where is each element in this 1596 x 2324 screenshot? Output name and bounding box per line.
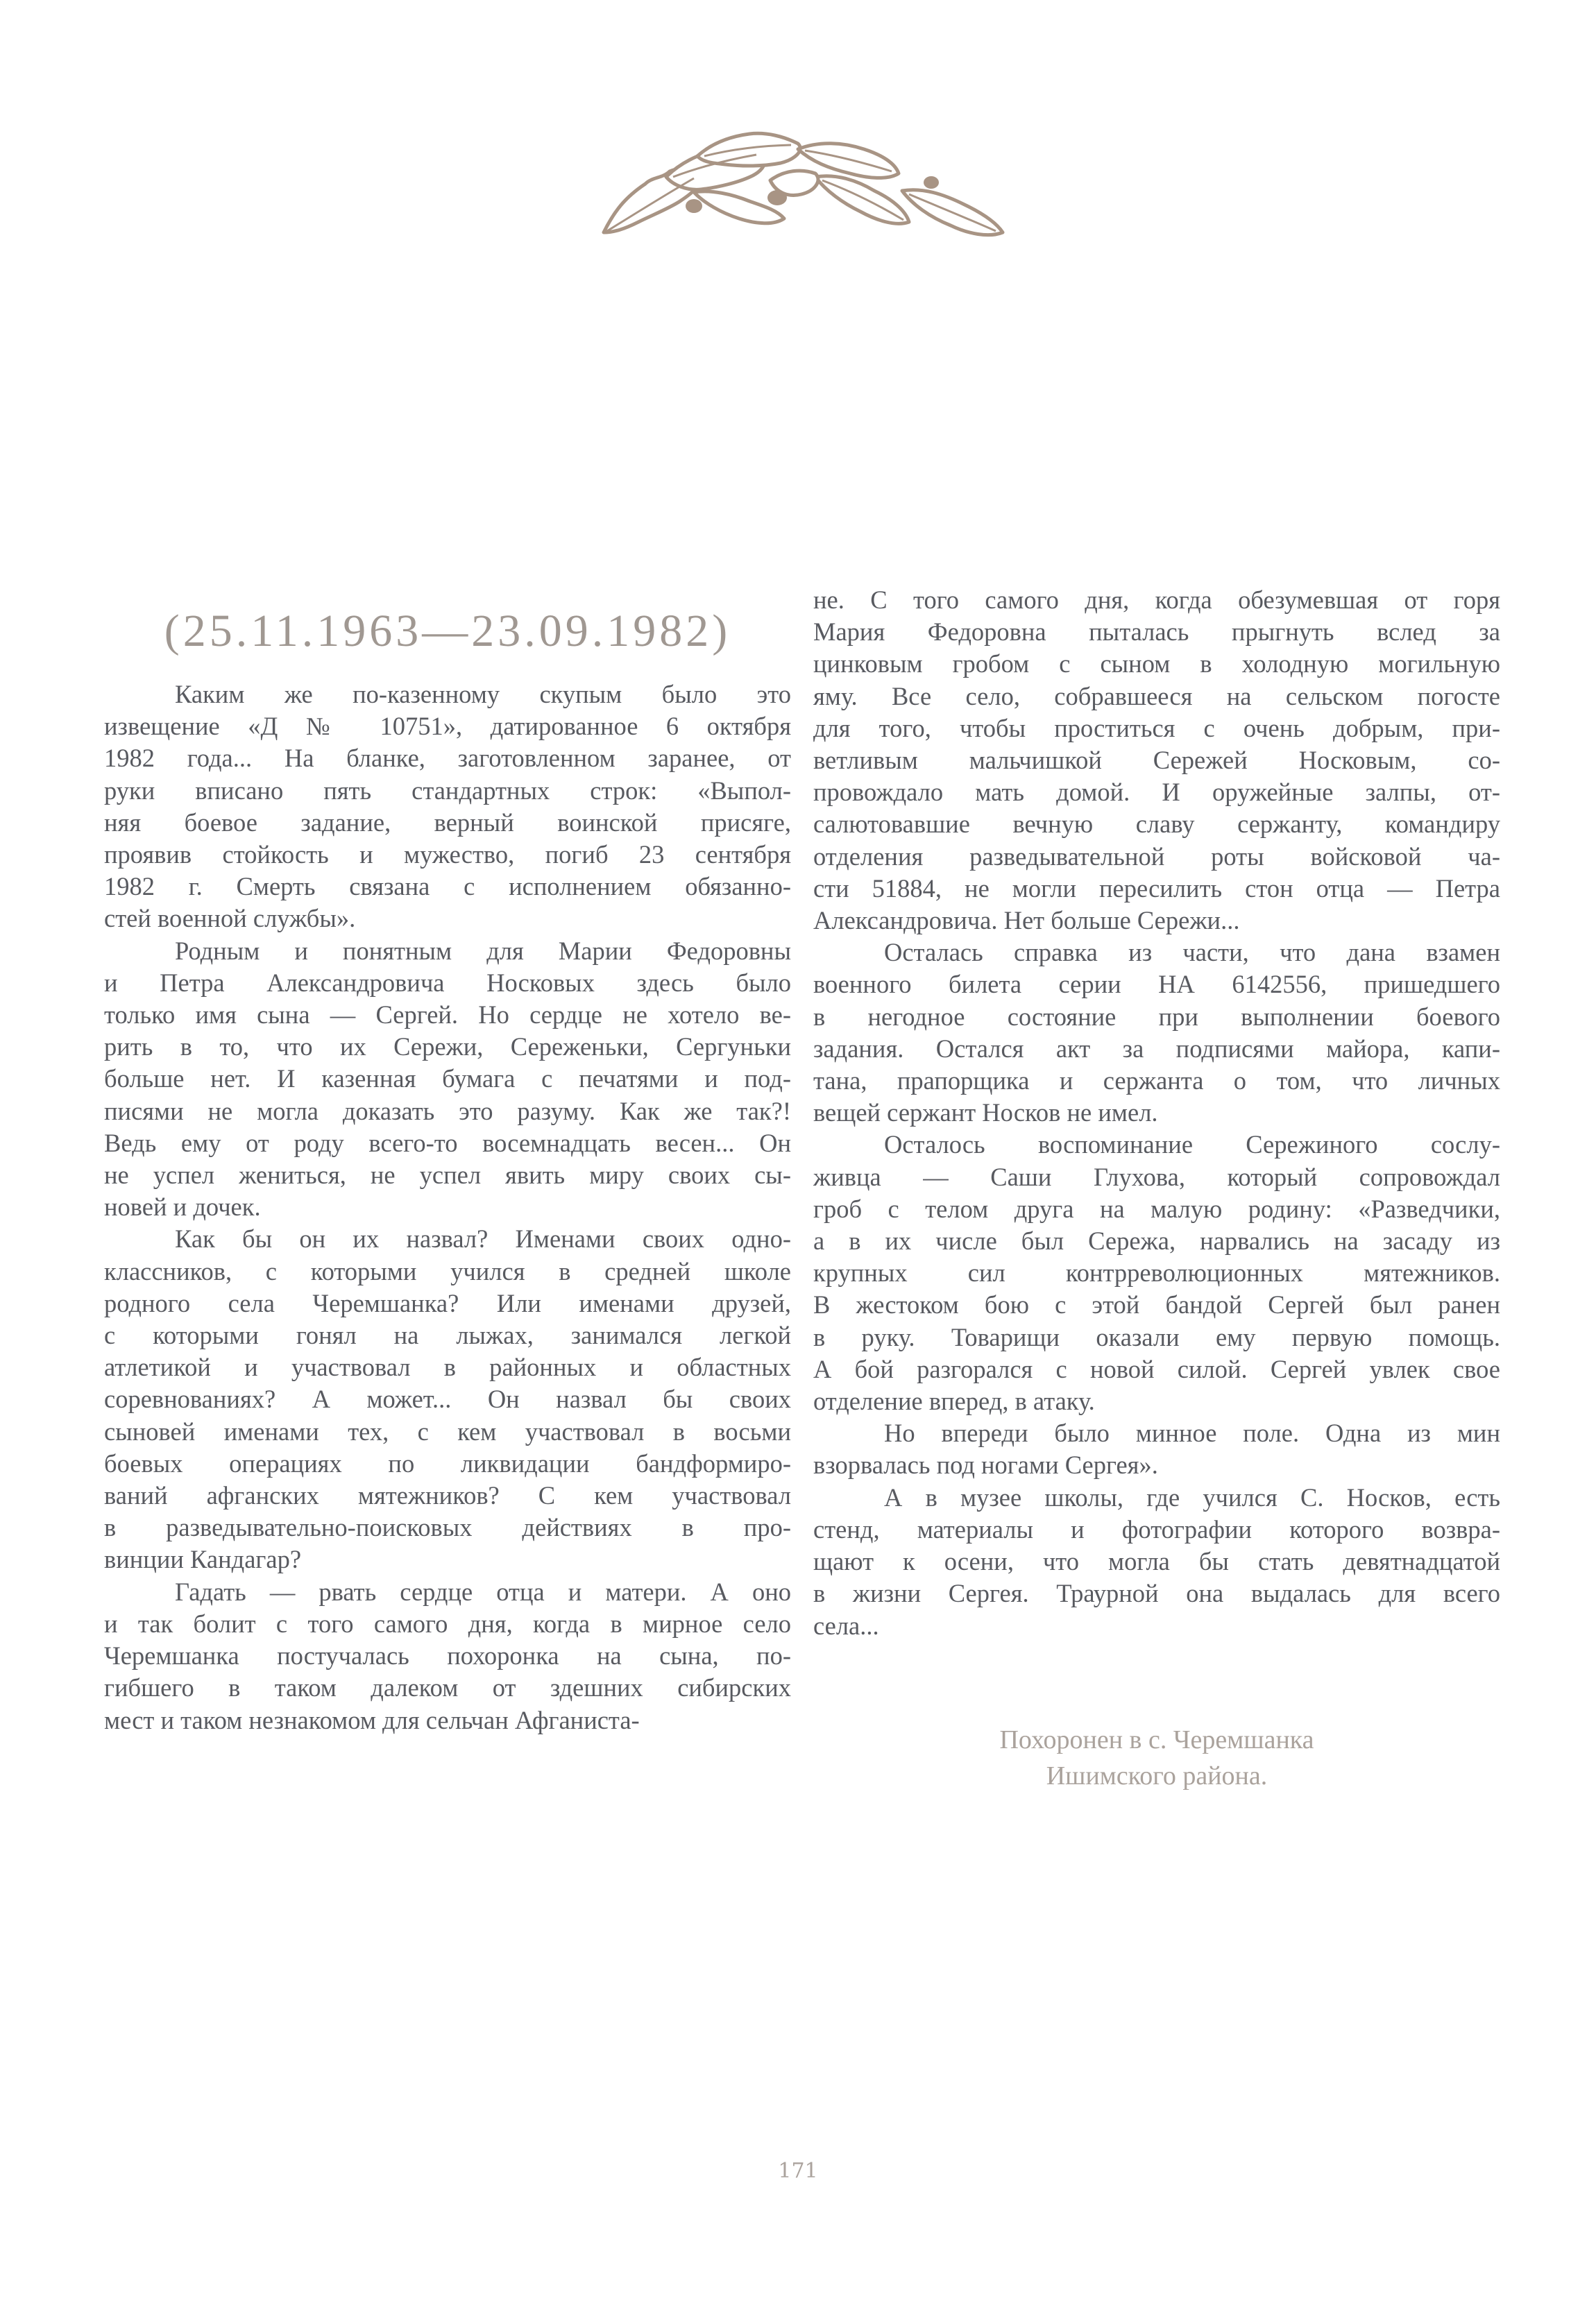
text-line: ветливым мальчишкой Сережей Носковым, со-	[813, 746, 1500, 775]
text-line: А бой разгорался с новой силой. Сергей увлек свое	[813, 1354, 1500, 1383]
text-line: взорвалась под ногами Сергея».	[813, 1451, 1158, 1480]
text-line: только имя сына — Сергей. Но сердце не хотело ве-	[104, 1000, 791, 1029]
text-line: Черемшанка постучалась похоронка на сына, по-	[104, 1641, 791, 1671]
text-line: отделение вперед, в атаку.	[813, 1387, 1095, 1416]
acorn-icon	[924, 176, 939, 189]
text-line: цинковым гробом с сыном в холодную могильную	[813, 649, 1500, 678]
left-column	[104, 678, 791, 1736]
text-line: Осталась справка из части, что дана взамен	[884, 938, 1500, 967]
burial-note-line: Похоронен в с. Черемшанка	[999, 1725, 1314, 1754]
text-line: крупных сил контрреволюционных мятежников.	[813, 1258, 1500, 1288]
text-line: сыновей именами тех, с кем участвовал в восьми	[104, 1417, 791, 1446]
text-line: задания. Остался акт за подписями майора, капи-	[813, 1034, 1500, 1063]
text-line: Осталось воспоминание Сережиного сослу-	[884, 1130, 1500, 1159]
text-line: в негодное состояние при выполнении боевого	[813, 1002, 1500, 1031]
text-line: мест и таком незнакомом для сельчан Афганиста-	[104, 1705, 640, 1734]
text-line: села...	[813, 1611, 879, 1640]
text-line: родного села Черемшанка? Или именами друзей,	[104, 1288, 791, 1317]
text-line: а в их числе был Сережа, нарвались на засаду из	[813, 1227, 1500, 1256]
text-line: в жизни Сергея. Траурной она выдалась для всего	[813, 1579, 1500, 1608]
text-line: винции Кандагар?	[104, 1545, 302, 1574]
text-line: новей и дочек.	[104, 1193, 261, 1222]
text-line: боевых операциях по ликвидации бандформиро-	[104, 1449, 791, 1478]
life-dates-heading: (25.11.1963—23.09.1982)	[164, 606, 731, 656]
text-line: Как бы он их назвал? Именами своих одно-	[175, 1224, 791, 1254]
right-column	[813, 584, 1500, 1642]
acorn-icon	[767, 190, 787, 205]
text-line: няя боевое задание, верный воинской присяге,	[104, 808, 791, 837]
text-line: Но впереди было минное поле. Одна из мин	[884, 1419, 1500, 1448]
text-line: Мария Федоровна пыталась прыгнуть вслед за	[813, 617, 1500, 647]
text-line: писями не могла доказать это разуму. Как же так?!	[104, 1096, 791, 1125]
paragraph	[813, 1482, 1500, 1642]
text-line: Гадать — рвать сердце отца и матери. А оно	[175, 1577, 791, 1606]
text-line: Александровича. Нет больше Сережи...	[813, 906, 1240, 935]
text-line: живца — Саши Глухова, который сопровождал	[813, 1162, 1500, 1191]
text-line: А в музее школы, где учился С. Носков, есть	[884, 1483, 1500, 1512]
text-line: с которыми гонял на лыжах, занимался легкой	[104, 1321, 791, 1350]
text-line: Ведь ему от роду всего-то восемнадцать весен... Он	[104, 1128, 791, 1157]
text-line: тана, прапорщика и сержанта о том, что личных	[813, 1066, 1500, 1095]
text-line: больше нет. И казенная бумага с печатями и под-	[104, 1064, 791, 1093]
paragraph	[104, 1576, 791, 1736]
text-line: Каким же по-казенному скупым было это	[175, 680, 791, 708]
text-line: не успел жениться, не успел явить миру своих сы-	[104, 1161, 791, 1190]
text-line: в руку. Товарищи оказали ему первую помощь.	[813, 1322, 1500, 1351]
text-line: салютовавшие вечную славу сержанту, командиру	[813, 810, 1500, 839]
burial-note	[813, 1722, 1500, 1794]
paragraph	[104, 935, 791, 1224]
text-line: 1982 г. Смерть связана с исполнением обязанно-	[104, 872, 791, 901]
text-line: В жестоком бою с этой бандой Сергей был ранен	[813, 1290, 1500, 1319]
text-line: в разведывательно-поисковых действиях в про-	[104, 1513, 791, 1542]
paragraph	[104, 678, 791, 935]
text-line: щают к осени, что могла бы стать девятнадцатой	[813, 1547, 1500, 1576]
text-line: провождало мать домой. И оружейные залпы, от-	[813, 778, 1500, 807]
paragraph	[813, 584, 1500, 937]
text-line: яму. Все село, собравшееся на сельском погосте	[813, 681, 1500, 710]
text-line: стей военной службы».	[104, 904, 356, 933]
text-line: стенд, материалы и фотографии которого возвра-	[813, 1514, 1500, 1544]
oak-leaf	[697, 133, 800, 166]
text-line: рить в то, что их Сережи, Сереженьки, Сергуньки	[104, 1032, 791, 1061]
text-line: гибшего в таком далеком от здешних сибирских	[104, 1673, 791, 1702]
text-line: проявив стойкость и мужество, погиб 23 сентября	[104, 840, 791, 869]
text-line: и так болит с того самого дня, когда в мирное село	[104, 1609, 791, 1638]
text-line: сти 51884, не могли пересилить стон отца — Петра	[813, 873, 1500, 903]
text-line: отделения разведывательной роты войсковой ча-	[813, 841, 1500, 871]
text-line: для того, чтобы проститься с очень добрым, при-	[813, 713, 1500, 742]
text-line: Родным и понятным для Марии Федоровны	[175, 936, 791, 965]
burial-note-line: Ишимского района.	[1046, 1761, 1268, 1791]
text-line: вещей сержант Носков не имел.	[813, 1098, 1158, 1127]
text-line: извещение «Д № 10751», датированное 6 октября	[104, 712, 791, 741]
oak-leaf-branch-ornament	[576, 128, 1027, 239]
paragraph	[104, 1223, 791, 1575]
text-line: гроб с телом друга на малую родину: «Разведчики,	[813, 1194, 1500, 1223]
page-number: 171	[778, 2159, 818, 2183]
text-line: и Петра Александровича Носковых здесь было	[104, 968, 791, 997]
text-line: ваний афганских мятежников? С кем участвовал	[104, 1481, 791, 1510]
acorn-icon	[686, 199, 702, 213]
paragraph	[813, 937, 1500, 1129]
text-line: военного билета серии НА 6142556, пришедшего	[813, 970, 1500, 999]
text-line: атлетикой и участвовал в районных и областных	[104, 1353, 791, 1382]
text-line: классников, с которыми учился в средней школе	[104, 1256, 791, 1285]
text-line: не. С того самого дня, когда обезумевшая от горя	[813, 586, 1500, 614]
text-line: 1982 года... На бланке, заготовленном заранее, от	[104, 744, 791, 773]
paragraph	[813, 1129, 1500, 1417]
text-line: соревнованиях? А может... Он назвал бы своих	[104, 1385, 791, 1414]
text-line: руки вписано пять стандартных строк: «Выпол-	[104, 776, 791, 805]
paragraph	[813, 1417, 1500, 1481]
